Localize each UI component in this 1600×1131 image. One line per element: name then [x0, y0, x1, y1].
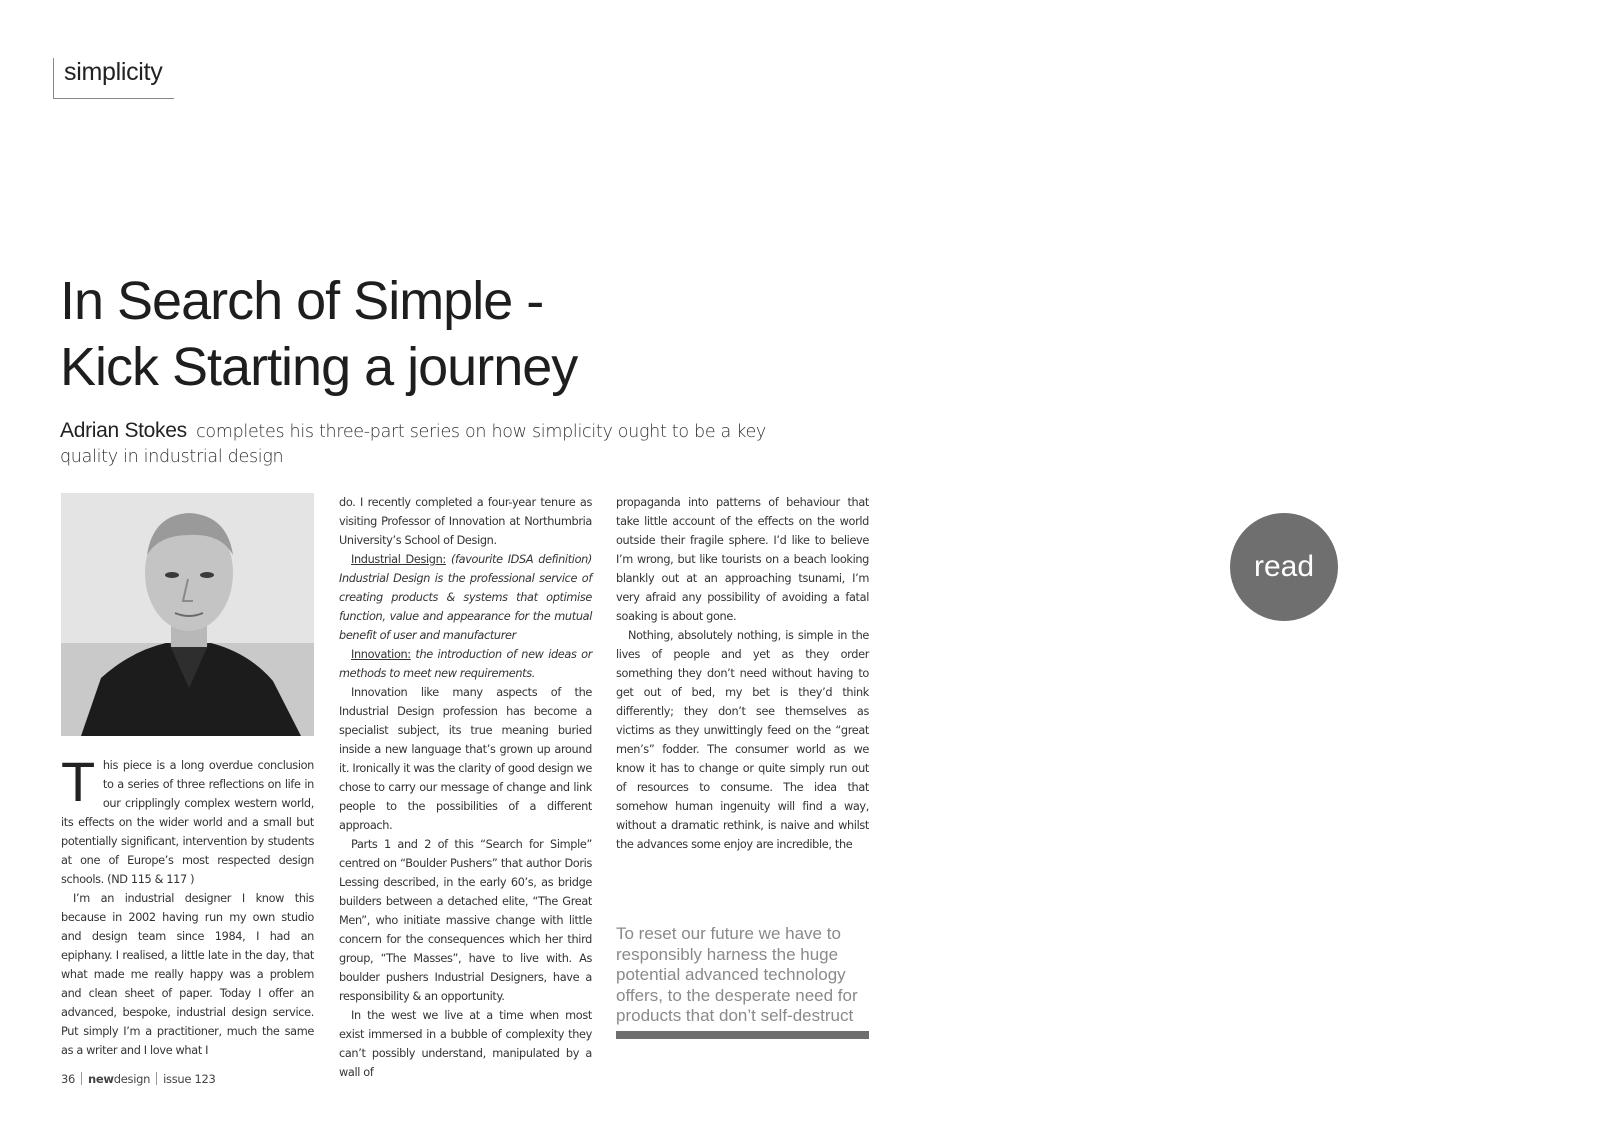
page-number: 36 [61, 1072, 76, 1086]
title-line-1: In Search of Simple - [60, 271, 544, 331]
title-line-2: Kick Starting a journey [60, 337, 578, 397]
def1-text: (favourite IDSA definition) Industrial Design is the professional service of creating products & systems that optimise function, value and appearance for the mutual benefit of user and manufacturer [339, 553, 592, 642]
col2-paragraph-3: Parts 1 and 2 of this “Search for Simple” centred on “Boulder Pushers” that author Doris Lessing described, in the early 60’s, as bridge builders between a detached elite, “The Great Men”, who initiate massive change with little concern for the consequences which her third group, “The Masses”, have to live with. As boulder pushers Industrial Designers, have a responsibility & an opportunity. [339, 838, 592, 1003]
col1-p1-text: his piece is a long overdue conclusion to a series of three reflections on life in our cripplingly complex western world, its effects on the wider world and a small but potentially significant, intervention by students at one of Europe’s most respected design schools. (ND 115 & 117 ) [61, 759, 314, 886]
definition-innovation [339, 645, 592, 683]
portrait-photo-icon [61, 493, 314, 736]
section-label: simplicity [64, 58, 163, 86]
column-3 [616, 493, 869, 854]
standfirst [60, 418, 820, 470]
read-button[interactable] [1230, 513, 1338, 621]
folio [61, 1072, 216, 1086]
col2-paragraph-2: Innovation like many aspects of the Industrial Design profession has become a specialist subject, its true meaning buried inside a new language that’s grown up around it. Ironically it was the clarity of good design we chose to carry our message of change and link people to the possibilities of a different approach. [339, 686, 592, 832]
magazine-name [88, 1072, 150, 1086]
col3-paragraph-2: Nothing, absolutely nothing, is simple in the lives of people and yet as they order something they don’t need without having to get out of bed, my bet is they’d think differently; they don’t see themselves as victims as they unwittingly feed on the “great men’s” fodder. The consumer world as we know it has to change or quite simply run out of resources to consume. The idea that somehow human ingenuity will find a way, without a dramatic rethink, is naive and whilst the advances some enjoy are incredible, the [616, 629, 869, 851]
folio-divider [156, 1072, 157, 1085]
author-photo [61, 493, 314, 736]
def2-term: Innovation: [351, 648, 411, 661]
def2-text: the introduction of new ideas or methods to meet new requirements. [339, 648, 592, 680]
magazine-name-a: new [88, 1072, 114, 1086]
drop-cap: T [61, 750, 95, 813]
col2-paragraph-4: In the west we live at a time when most exist immersed in a bubble of complexity they can’t possibly understand, manipulated by a wall of [339, 1009, 592, 1079]
def1-term: Industrial Design: [351, 553, 446, 566]
column-2 [339, 493, 592, 1082]
section-tag [53, 58, 174, 99]
issue-number: issue 123 [163, 1072, 216, 1086]
pull-quote: To reset our future we have to responsibly harness the huge potential advanced technology offers, to the desperate need for products that don’t self-destruct [616, 924, 858, 1025]
col1-paragraph-2: I’m an industrial designer I know this because in 2002 having run my own studio and design team since 1984, I had an epiphany. I realised, a little late in the day, that what made me really happy was a problem and clean sheet of paper. Today I offer an advanced, bespoke, industrial design service. Put simply I’m a practitioner, much the same as a writer and I love what I [61, 892, 314, 1057]
folio-divider [81, 1072, 82, 1085]
col2-paragraph-1: do. I recently completed a four-year tenure as visiting Professor of Innovation at Northumbria University’s School of Design. [339, 496, 592, 547]
magazine-name-b: design [113, 1072, 151, 1086]
col3-paragraph-1: propaganda into patterns of behaviour that take little account of the effects on the world outside their fragile sphere. I’d like to believe I’m wrong, but like tourists on a beach looking blankly out at an approaching tsunami, I’m very afraid any possibility of avoiding a fatal soaking is about gone. [616, 496, 869, 623]
read-button-label: read [1253, 550, 1315, 583]
pull-quote-bar [616, 1031, 869, 1039]
definition-industrial-design [339, 550, 592, 645]
column-1 [61, 750, 314, 1060]
standfirst-text: completes his three-part series on how simplicity ought to be a key quality in industrial design [60, 422, 766, 467]
article-title [60, 268, 577, 400]
author-name: Adrian Stokes [60, 419, 187, 442]
col1-paragraph-1 [61, 750, 314, 889]
